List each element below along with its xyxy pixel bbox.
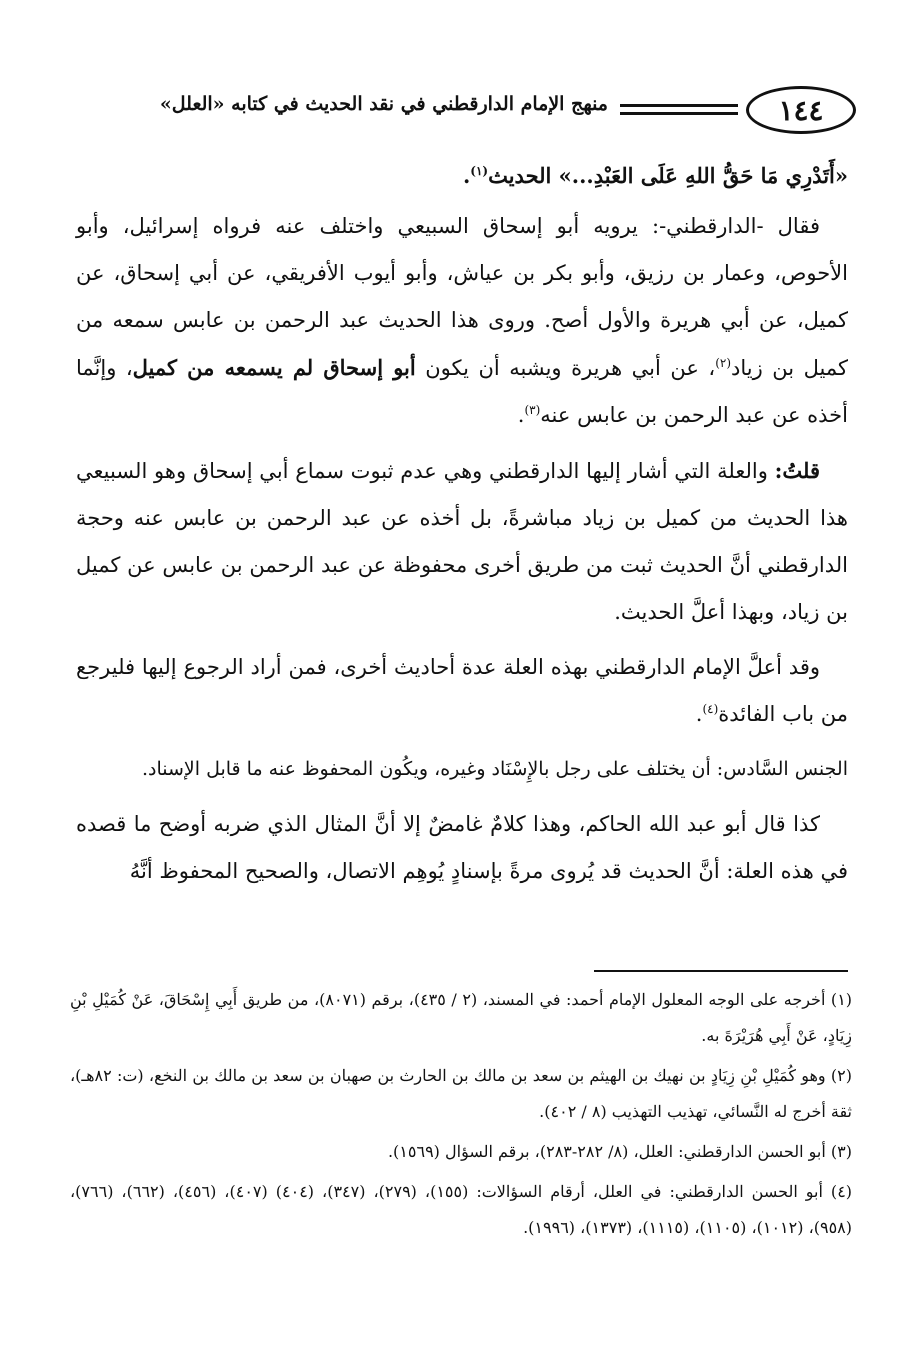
running-title: منهج الإمام الدارقطني في نقد الحديث في كتابه «العلل» <box>159 93 608 115</box>
footnote-ref-1[interactable]: (١) <box>470 164 489 178</box>
paragraph-daraqutni-statement: فقال -الدارقطني-: يرويه أبو إسحاق السبيعي واختلف عنه فرواه إسرائيل، وأبو الأحوص، وعمار بن رزيق، وأبو بكر بن عياش، وأبو أيوب الأفريقي، عن أبي إسحاق، عن كميل، عن أبي هريرة والأول أصح. وروى هذا الحديث عبد الرحمن بن عابس سمعه من كميل بن زياد$^{(٢)}$، عن أبي هريرة ويشبه أن يكون أبو إسحاق لم يسمعه من كميل، وإنَّما أخذه عن عبد الرحمن بن عابس عنه$^{(٣)}$. <box>76 214 848 427</box>
footnote-1: (١) أخرجه على الوجه المعلول الإمام أحمد: في المسند، (٢ / ٤٣٥)، برقم (٨٠٧١)، من طريق أَبِي إِسْحَاقَ، عَنْ كُمَيْلِ بْنِ زِيَادٍ، عَنْ أَبِي هُرَيْرَةَ به. <box>70 990 853 1045</box>
footnote-2: (٢) وهو كُمَيْلِ بْنِ زِيَادٍ بن نهيك بن الهيثم بن سعد بن مالك بن الحارث بن صهبان بن سعد بن مالك بن النخع، (ت: ٨٢هـ)، ثقة أخرج له النَّسائي، تهذيب التهذيب (٨ / ٤٠٢). <box>70 1066 852 1121</box>
footnote-ref-3[interactable]: (٣) <box>524 403 541 417</box>
emphasis-text: أبو إسحاق لم يسمعه من كميل <box>132 355 416 380</box>
paragraph-other-hadiths: وقد أعلَّ الإمام الدارقطني بهذه العلة عدة أحاديث أخرى، فمن أراد الرجوع إليها فليرجع من باب الفائدة$^{(٤)}$. <box>76 655 848 726</box>
footnotes <box>70 982 852 1250</box>
footnote-3: (٣) أبو الحسن الدارقطني: العلل، (٨/ ٢٨٢-٢٨٣)، برقم السؤال (١٥٦٩). <box>387 1142 852 1161</box>
header-double-rule <box>620 104 738 115</box>
paragraph-author-comment: قلتُ: والعلة التي أشار إليها الدارقطني وهي عدم ثبوت سماع أبي إسحاق وهو السبيعي هذا الحديث من كميل بن زياد مباشرةً، بل أخذه عن عبد الرحمن بن عابس عنه وحجة الدارقطني أنَّ الحديث ثبت من طريق أخرى محفوظة عن عبد الرحمن بن عابس عن كميل بن زياد، وبهذا أعلَّ الحديث. <box>76 458 848 624</box>
page-number: ١٤٤ <box>746 86 856 134</box>
paragraph-lead: قلتُ: <box>774 458 820 483</box>
hadith-quote-line: «أَتَدْرِي مَا حَقُّ اللهِ عَلَى العَبْدِ...» الحديث$^{(١)}$. <box>462 163 848 188</box>
paragraph-hakim: كذا قال أبو عبد الله الحاكم، وهذا كلامٌ غامضٌ إلا أنَّ المثال الذي ضربه أوضح ما قصده في هذه العلة: أنَّ الحديث قد يُروى مرةً بإسنادٍ يُوهِم الاتصال، والصحيح المحفوظ أنَّهُ <box>76 812 848 883</box>
main-text <box>76 152 848 903</box>
page-header <box>74 86 856 138</box>
section-heading-sixth-type: الجنس السَّادس: أن يختلف على رجل بالإِسْنَاد وغيره، ويكُون المحفوظ عنه ما قابل الإسناد. <box>141 758 848 780</box>
footnote-4: (٤) أبو الحسن الدارقطني: في العلل، أرقام السؤالات: (١٥٥)، (٢٧٩)، (٣٤٧)، (٤٠٤) (٤٠٧)، (٤٥٦)، (٦٦٢)، (٧٦٦)، (٩٥٨)، (١٠١٢)، (١١٠٥)، (١١١٥)، (١٣٧٣)، (١٩٩٦). <box>70 1182 853 1237</box>
footnote-ref-2[interactable]: (٢) <box>715 356 732 370</box>
footnote-ref-4[interactable]: (٤) <box>702 702 719 716</box>
footnote-separator <box>594 970 848 972</box>
